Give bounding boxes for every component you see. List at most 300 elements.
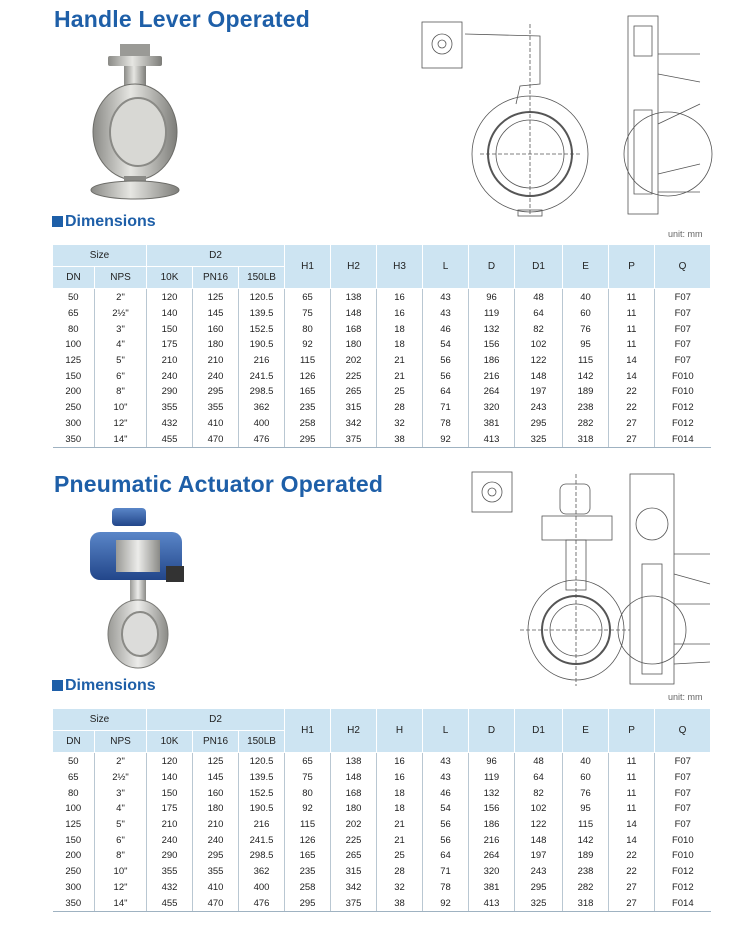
table-cell: 25 bbox=[377, 848, 423, 864]
header-h2: H2 bbox=[331, 709, 377, 753]
table-cell: 381 bbox=[469, 416, 515, 432]
table-cell: 2½" bbox=[95, 770, 147, 786]
table-cell: 46 bbox=[423, 785, 469, 801]
dimensions-table-handle bbox=[52, 244, 711, 448]
table-cell: 238 bbox=[563, 400, 609, 416]
table-cell: 22 bbox=[609, 864, 655, 880]
table-cell: 11 bbox=[609, 801, 655, 817]
table-cell: F012 bbox=[655, 416, 711, 432]
table-cell: 125 bbox=[65, 355, 82, 367]
table-row bbox=[53, 321, 711, 337]
table-cell: 4" bbox=[95, 337, 147, 353]
table-cell: 241.5 bbox=[239, 832, 285, 848]
table-cell: F012 bbox=[655, 880, 711, 896]
dimensions-heading-label: Dimensions bbox=[65, 677, 156, 694]
table-cell: 148 bbox=[515, 832, 563, 848]
table-cell: 82 bbox=[515, 321, 563, 337]
table-cell: 381 bbox=[469, 880, 515, 896]
table-row bbox=[53, 753, 711, 770]
table-cell: 216 bbox=[469, 832, 515, 848]
table-cell: 2" bbox=[95, 289, 147, 306]
table-cell: 355 bbox=[193, 864, 239, 880]
table-cell: 16 bbox=[377, 306, 423, 322]
table-cell: 200 bbox=[65, 850, 82, 862]
table-cell: 18 bbox=[377, 321, 423, 337]
table-cell: 27 bbox=[609, 416, 655, 432]
table-cell: 148 bbox=[515, 368, 563, 384]
header-150lb: 150LB bbox=[239, 731, 285, 753]
table-cell: 32 bbox=[377, 416, 423, 432]
table-cell: 470 bbox=[193, 895, 239, 911]
table-cell: 125 bbox=[193, 289, 239, 306]
table-cell: 115 bbox=[563, 353, 609, 369]
table-cell: 210 bbox=[193, 817, 239, 833]
table-cell: F010 bbox=[655, 832, 711, 848]
table-cell: 92 bbox=[423, 431, 469, 447]
table-cell: 318 bbox=[563, 431, 609, 447]
table-cell: 28 bbox=[377, 400, 423, 416]
table-cell: 168 bbox=[331, 785, 377, 801]
table-cell: 65 bbox=[67, 308, 79, 320]
table-cell: 318 bbox=[563, 895, 609, 911]
table-cell: 95 bbox=[563, 337, 609, 353]
table-cell: 65 bbox=[285, 289, 331, 306]
table-cell: 14 bbox=[609, 368, 655, 384]
section-title-handle-lever: Handle Lever Operated bbox=[54, 6, 311, 32]
table-cell: F010 bbox=[655, 368, 711, 384]
table-cell: 298.5 bbox=[239, 848, 285, 864]
header-nps: NPS bbox=[95, 267, 147, 289]
table-cell: F07 bbox=[655, 337, 711, 353]
table-cell: 476 bbox=[239, 895, 285, 911]
dimensions-heading bbox=[52, 213, 156, 231]
table-cell: 216 bbox=[239, 353, 285, 369]
table-cell: 120 bbox=[147, 753, 193, 770]
table-cell: 355 bbox=[147, 400, 193, 416]
header-q: Q bbox=[655, 245, 711, 289]
table-cell: 264 bbox=[469, 848, 515, 864]
table-cell: 27 bbox=[609, 895, 655, 911]
table-cell: 295 bbox=[515, 416, 563, 432]
table-row bbox=[53, 306, 711, 322]
table-cell: 27 bbox=[609, 431, 655, 447]
table-cell: 295 bbox=[285, 895, 331, 911]
table-cell: 432 bbox=[147, 880, 193, 896]
table-cell: 148 bbox=[331, 306, 377, 322]
table-row bbox=[53, 400, 711, 416]
table-row bbox=[53, 431, 711, 447]
table-cell: 16 bbox=[377, 289, 423, 306]
table-cell: F07 bbox=[655, 801, 711, 817]
table-cell: 96 bbox=[469, 753, 515, 770]
table-cell: 6" bbox=[95, 368, 147, 384]
table-cell: 100 bbox=[65, 339, 82, 351]
header-pn16: PN16 bbox=[193, 267, 239, 289]
table-cell: 145 bbox=[193, 306, 239, 322]
table-cell: 165 bbox=[285, 384, 331, 400]
table-cell: F012 bbox=[655, 400, 711, 416]
table-cell: 64 bbox=[423, 848, 469, 864]
table-cell: 240 bbox=[147, 368, 193, 384]
table-cell: 142 bbox=[563, 368, 609, 384]
dimensions-table-pneumatic bbox=[52, 708, 711, 912]
table-cell: 210 bbox=[193, 353, 239, 369]
header-p: P bbox=[609, 245, 655, 289]
table-cell: 5" bbox=[95, 353, 147, 369]
header-150lb: 150LB bbox=[239, 267, 285, 289]
table-cell: 22 bbox=[609, 848, 655, 864]
table-cell: 432 bbox=[147, 416, 193, 432]
header-d1: D1 bbox=[515, 709, 563, 753]
table-cell: 75 bbox=[285, 306, 331, 322]
table-cell: 115 bbox=[285, 353, 331, 369]
table-cell: 16 bbox=[377, 753, 423, 770]
table-cell: 243 bbox=[515, 400, 563, 416]
table-cell: 122 bbox=[515, 817, 563, 833]
table-cell: 11 bbox=[609, 785, 655, 801]
table-cell: 92 bbox=[285, 801, 331, 817]
table-cell: 295 bbox=[515, 880, 563, 896]
table-cell: F010 bbox=[655, 384, 711, 400]
table-cell: 12" bbox=[95, 416, 147, 432]
table-cell: 186 bbox=[469, 353, 515, 369]
table-cell: 120.5 bbox=[239, 289, 285, 306]
table-cell: 202 bbox=[331, 817, 377, 833]
table-cell: 11 bbox=[609, 770, 655, 786]
header-d1: D1 bbox=[515, 245, 563, 289]
table-cell: 216 bbox=[469, 368, 515, 384]
table-cell: 64 bbox=[515, 306, 563, 322]
header-pn16: PN16 bbox=[193, 731, 239, 753]
table-cell: 350 bbox=[53, 431, 95, 447]
table-cell: 325 bbox=[515, 895, 563, 911]
table-cell: 126 bbox=[285, 368, 331, 384]
pneumatic-technical-drawing bbox=[470, 464, 720, 690]
table-cell: 315 bbox=[331, 864, 377, 880]
table-cell: 375 bbox=[331, 431, 377, 447]
table-cell: 64 bbox=[423, 384, 469, 400]
table-cell: 95 bbox=[563, 801, 609, 817]
table-cell: 54 bbox=[423, 801, 469, 817]
header-l: L bbox=[423, 709, 469, 753]
table-cell: 76 bbox=[563, 785, 609, 801]
table-cell: 21 bbox=[377, 817, 423, 833]
table-cell: 238 bbox=[563, 864, 609, 880]
table-cell: 25 bbox=[377, 384, 423, 400]
pneumatic-valve-photo bbox=[86, 506, 196, 676]
table-row bbox=[53, 368, 711, 384]
handle-lever-valve-photo bbox=[80, 42, 190, 202]
table-cell: 240 bbox=[147, 832, 193, 848]
table-cell: 320 bbox=[469, 864, 515, 880]
table-cell: F010 bbox=[655, 848, 711, 864]
header-h1: H1 bbox=[285, 245, 331, 289]
table-cell: 413 bbox=[469, 895, 515, 911]
table-cell: 197 bbox=[515, 848, 563, 864]
table-cell: 240 bbox=[193, 368, 239, 384]
table-cell: 92 bbox=[285, 337, 331, 353]
header-d2: D2 bbox=[147, 709, 285, 731]
table-cell: 150 bbox=[147, 785, 193, 801]
header-h: H bbox=[377, 709, 423, 753]
table-cell: 175 bbox=[147, 337, 193, 353]
table-cell: 210 bbox=[147, 353, 193, 369]
table-cell: 235 bbox=[285, 864, 331, 880]
table-cell: 300 bbox=[65, 881, 82, 893]
table-cell: 315 bbox=[331, 400, 377, 416]
table-cell: 65 bbox=[67, 772, 79, 784]
table-cell: 190.5 bbox=[239, 801, 285, 817]
header-10k: 10K bbox=[147, 267, 193, 289]
table-cell: 10" bbox=[95, 864, 147, 880]
header-dn: DN bbox=[53, 731, 95, 753]
table-cell: 3" bbox=[95, 321, 147, 337]
table-cell: 410 bbox=[193, 416, 239, 432]
table-cell: 60 bbox=[563, 306, 609, 322]
table-cell: 139.5 bbox=[239, 306, 285, 322]
table-cell: 18 bbox=[377, 785, 423, 801]
table-cell: 180 bbox=[193, 801, 239, 817]
table-cell: 11 bbox=[609, 337, 655, 353]
header-h2: H2 bbox=[331, 245, 377, 289]
table-cell: F07 bbox=[655, 770, 711, 786]
table-row bbox=[53, 817, 711, 833]
table-cell: 189 bbox=[563, 848, 609, 864]
table-cell: 125 bbox=[193, 753, 239, 770]
table-cell: 64 bbox=[515, 770, 563, 786]
table-cell: 265 bbox=[331, 384, 377, 400]
table-cell: 175 bbox=[147, 801, 193, 817]
table-cell: 250 bbox=[65, 866, 82, 878]
header-d: D bbox=[469, 245, 515, 289]
table-cell: 455 bbox=[147, 431, 193, 447]
table-cell: 264 bbox=[469, 384, 515, 400]
table-cell: 78 bbox=[423, 416, 469, 432]
table-cell: 14 bbox=[609, 353, 655, 369]
table-cell: F07 bbox=[655, 306, 711, 322]
table-cell: F014 bbox=[655, 895, 711, 911]
table-cell: 320 bbox=[469, 400, 515, 416]
header-10k: 10K bbox=[147, 731, 193, 753]
table-cell: 65 bbox=[285, 753, 331, 770]
table-cell: 258 bbox=[285, 880, 331, 896]
table-cell: 455 bbox=[147, 895, 193, 911]
table-cell: 140 bbox=[147, 770, 193, 786]
table-cell: 325 bbox=[515, 431, 563, 447]
header-e: E bbox=[563, 245, 609, 289]
table-cell: 258 bbox=[285, 416, 331, 432]
table-row bbox=[53, 353, 711, 369]
table-row bbox=[53, 895, 711, 911]
table-cell: 202 bbox=[331, 353, 377, 369]
table-row bbox=[53, 289, 711, 306]
table-cell: 122 bbox=[515, 353, 563, 369]
table-row bbox=[53, 384, 711, 400]
header-h1: H1 bbox=[285, 709, 331, 753]
table-cell: 43 bbox=[423, 753, 469, 770]
table-cell: 80 bbox=[285, 785, 331, 801]
table-cell: 126 bbox=[285, 832, 331, 848]
header-l: L bbox=[423, 245, 469, 289]
table-cell: 14" bbox=[95, 431, 147, 447]
header-p: P bbox=[609, 709, 655, 753]
table-cell: 8" bbox=[95, 848, 147, 864]
table-cell: 2½" bbox=[95, 306, 147, 322]
table-cell: 38 bbox=[377, 431, 423, 447]
table-cell: 210 bbox=[147, 817, 193, 833]
table-cell: 375 bbox=[331, 895, 377, 911]
table-cell: 145 bbox=[193, 770, 239, 786]
table-cell: 100 bbox=[65, 803, 82, 815]
table-cell: 43 bbox=[423, 289, 469, 306]
table-cell: 150 bbox=[147, 321, 193, 337]
table-cell: 152.5 bbox=[239, 321, 285, 337]
table-cell: 22 bbox=[609, 384, 655, 400]
table-cell: 189 bbox=[563, 384, 609, 400]
table-cell: 470 bbox=[193, 431, 239, 447]
table-cell: 148 bbox=[331, 770, 377, 786]
unit-label: unit: mm bbox=[668, 692, 703, 702]
table-cell: 11 bbox=[609, 753, 655, 770]
header-h3: H3 bbox=[377, 245, 423, 289]
header-q: Q bbox=[655, 709, 711, 753]
table-cell: 80 bbox=[67, 323, 79, 335]
table-cell: F07 bbox=[655, 785, 711, 801]
table-cell: 290 bbox=[147, 848, 193, 864]
table-cell: 14 bbox=[609, 832, 655, 848]
table-cell: 138 bbox=[331, 753, 377, 770]
table-cell: 342 bbox=[331, 416, 377, 432]
header-d: D bbox=[469, 709, 515, 753]
table-cell: F014 bbox=[655, 431, 711, 447]
table-cell: 240 bbox=[193, 832, 239, 848]
table-cell: 355 bbox=[193, 400, 239, 416]
table-cell: 362 bbox=[239, 400, 285, 416]
table-cell: 102 bbox=[515, 337, 563, 353]
table-cell: 400 bbox=[239, 416, 285, 432]
table-cell: 78 bbox=[423, 880, 469, 896]
table-row bbox=[53, 848, 711, 864]
table-cell: 225 bbox=[331, 832, 377, 848]
table-cell: 43 bbox=[423, 770, 469, 786]
table-cell: 186 bbox=[469, 817, 515, 833]
table-cell: 362 bbox=[239, 864, 285, 880]
header-d2: D2 bbox=[147, 245, 285, 267]
table-cell: 54 bbox=[423, 337, 469, 353]
header-size: Size bbox=[53, 709, 147, 731]
header-e: E bbox=[563, 709, 609, 753]
table-cell: 282 bbox=[563, 416, 609, 432]
table-cell: 132 bbox=[469, 321, 515, 337]
table-cell: 120.5 bbox=[239, 753, 285, 770]
table-cell: 21 bbox=[377, 832, 423, 848]
table-cell: 18 bbox=[377, 337, 423, 353]
table-cell: 197 bbox=[515, 384, 563, 400]
table-cell: 14 bbox=[609, 817, 655, 833]
table-cell: F07 bbox=[655, 353, 711, 369]
table-row bbox=[53, 337, 711, 353]
table-row bbox=[53, 770, 711, 786]
dimensions-heading-label: Dimensions bbox=[65, 213, 156, 230]
table-cell: 115 bbox=[563, 817, 609, 833]
table-cell: F07 bbox=[655, 321, 711, 337]
table-cell: 3" bbox=[95, 785, 147, 801]
table-cell: 125 bbox=[65, 819, 82, 831]
table-body bbox=[53, 753, 711, 912]
table-cell: 80 bbox=[285, 321, 331, 337]
table-cell: 150 bbox=[65, 370, 82, 382]
table-row bbox=[53, 801, 711, 817]
table-cell: 50 bbox=[67, 756, 79, 768]
table-cell: 140 bbox=[147, 306, 193, 322]
table-cell: 2" bbox=[95, 753, 147, 770]
table-row bbox=[53, 880, 711, 896]
table-cell: 10" bbox=[95, 400, 147, 416]
table-cell: 142 bbox=[563, 832, 609, 848]
table-row bbox=[53, 832, 711, 848]
table-cell: 290 bbox=[147, 384, 193, 400]
table-cell: 282 bbox=[563, 880, 609, 896]
table-cell: 152.5 bbox=[239, 785, 285, 801]
table-cell: F07 bbox=[655, 289, 711, 306]
table-cell: 295 bbox=[193, 848, 239, 864]
table-body bbox=[53, 289, 711, 448]
table-cell: 216 bbox=[239, 817, 285, 833]
table-cell: 298.5 bbox=[239, 384, 285, 400]
table-cell: 342 bbox=[331, 880, 377, 896]
table-cell: F07 bbox=[655, 817, 711, 833]
unit-label: unit: mm bbox=[668, 229, 703, 239]
table-cell: 76 bbox=[563, 321, 609, 337]
section-title-pneumatic: Pneumatic Actuator Operated bbox=[54, 471, 384, 497]
table-cell: 165 bbox=[285, 848, 331, 864]
table-cell: 156 bbox=[469, 801, 515, 817]
table-cell: 14" bbox=[95, 895, 147, 911]
table-cell: 243 bbox=[515, 864, 563, 880]
table-cell: 16 bbox=[377, 770, 423, 786]
table-cell: 156 bbox=[469, 337, 515, 353]
table-cell: 56 bbox=[423, 353, 469, 369]
table-cell: 21 bbox=[377, 368, 423, 384]
table-cell: 355 bbox=[147, 864, 193, 880]
header-dn: DN bbox=[53, 267, 95, 289]
table-cell: 160 bbox=[193, 321, 239, 337]
table-cell: 71 bbox=[423, 864, 469, 880]
table-cell: 400 bbox=[239, 880, 285, 896]
table-cell: 32 bbox=[377, 880, 423, 896]
heading-square-icon bbox=[52, 680, 63, 691]
table-cell: 56 bbox=[423, 832, 469, 848]
table-cell: 18 bbox=[377, 801, 423, 817]
table-cell: 40 bbox=[563, 289, 609, 306]
table-cell: 48 bbox=[515, 753, 563, 770]
table-cell: 28 bbox=[377, 864, 423, 880]
table-cell: 96 bbox=[469, 289, 515, 306]
handle-lever-technical-drawing bbox=[420, 14, 720, 219]
table-cell: 92 bbox=[423, 895, 469, 911]
table-cell: F012 bbox=[655, 864, 711, 880]
heading-square-icon bbox=[52, 216, 63, 227]
table-cell: 8" bbox=[95, 384, 147, 400]
table-cell: 12" bbox=[95, 880, 147, 896]
table-cell: 295 bbox=[193, 384, 239, 400]
table-cell: 300 bbox=[65, 417, 82, 429]
table-cell: 295 bbox=[285, 431, 331, 447]
table-cell: 48 bbox=[515, 289, 563, 306]
table-cell: 350 bbox=[53, 895, 95, 911]
table-cell: 180 bbox=[331, 337, 377, 353]
table-cell: 120 bbox=[147, 289, 193, 306]
